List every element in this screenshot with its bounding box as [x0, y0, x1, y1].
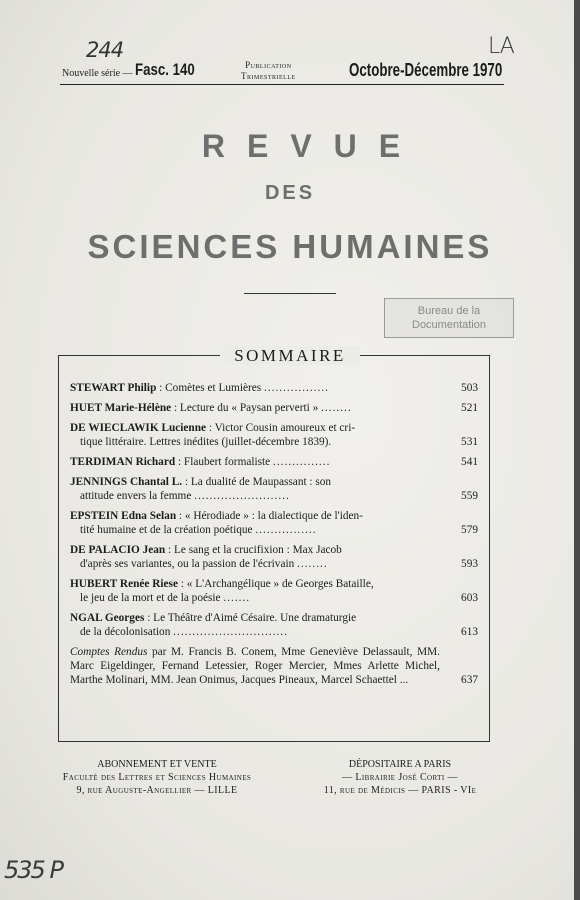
title-divider	[244, 293, 336, 294]
toc-leader: .........................	[194, 490, 290, 502]
toc-entry	[70, 577, 478, 605]
subscription-heading: ABONNEMENT ET VENTE	[97, 759, 217, 770]
toc-title-continuation: attitude envers la femme	[80, 490, 195, 502]
toc-leader: .......	[223, 592, 251, 604]
toc-page-number: 559	[461, 490, 478, 502]
toc-title-continuation: tité humaine et de la création poétique	[80, 524, 256, 536]
toc-page-number: 579	[461, 524, 478, 536]
table-of-contents	[70, 381, 478, 693]
handwritten-note-244: 244	[86, 38, 124, 62]
journal-title-line3: SCIENCES HUMAINES	[87, 228, 493, 265]
toc-leader: ..............................	[173, 626, 288, 638]
handwritten-shelf-mark: 535 P	[4, 856, 62, 884]
toc-author: STEWART Philip	[70, 382, 157, 394]
toc-author: HUBERT Renée Riese	[70, 578, 178, 590]
handwritten-note-la: LA	[488, 34, 514, 59]
depositary-heading: DÉPOSITAIRE A PARIS	[348, 759, 452, 770]
toc-entry	[70, 401, 478, 415]
subscription-faculty: Faculté des Lettres et Sciences Humaines	[62, 772, 252, 783]
depositary-address: 11, rue de Médicis — PARIS - VIe	[323, 785, 477, 796]
toc-leader: ........	[321, 402, 352, 414]
issue-header	[62, 60, 502, 86]
toc-page-number: 531	[461, 436, 478, 448]
toc-author: DE PALACIO Jean	[70, 544, 166, 556]
toc-title: : Le sang et la crucifixion : Max Jacob	[165, 544, 342, 556]
toc-author: NGAL Georges	[70, 612, 145, 624]
toc-leader: ...............	[273, 456, 331, 468]
series-label: Nouvelle série —	[62, 68, 133, 79]
toc-title: : Comètes et Lumières	[156, 382, 264, 394]
toc-entry	[70, 509, 478, 537]
toc-author: HUET Marie-Hélène	[70, 402, 172, 414]
toc-page-number: 503	[461, 382, 478, 394]
toc-author: EPSTEIN Edna Selan	[70, 510, 177, 522]
toc-page-number: 593	[461, 558, 478, 570]
toc-author: TERDIMAN Richard	[70, 456, 176, 468]
toc-title: : Le Théâtre d'Aimé Césaire. Une dramaturgie	[144, 612, 357, 624]
toc-entry-reviews	[70, 645, 478, 687]
toc-author: JENNINGS Chantal L.	[70, 476, 183, 488]
toc-title-continuation: de la décolonisation	[80, 626, 174, 638]
toc-entry	[70, 421, 478, 449]
fascicle-number: Fasc. 140	[135, 60, 195, 79]
reviews-contributors: par M. Francis B. Conem, Mme Geneviève Delassault, MM. Marc Eigeldinger, Fernand Letessier, Roger Mercier, Mmes Arlette Michel, Marthe Molinari, MM. Jean Onimus, Jacques Pineaux, Marcel Schaettel ...	[70, 646, 440, 686]
subscription-info	[46, 758, 268, 797]
toc-title-continuation: d'après ses variantes, ou la passion de l'écrivain	[80, 558, 298, 570]
toc-title: : « L'Archangélique » de Georges Bataille,	[177, 578, 374, 590]
toc-entry	[70, 543, 478, 571]
toc-author: DE WIECLAWIK Lucienne	[70, 422, 207, 434]
toc-page-number: 637	[461, 674, 478, 686]
header-divider	[60, 84, 504, 85]
toc-page-number: 541	[461, 456, 478, 468]
toc-title: : La dualité de Maupassant : son	[182, 476, 332, 488]
toc-title-continuation: tique littéraire. Lettres inédites (juillet-décembre 1839).	[80, 436, 332, 448]
toc-title: : « Hérodiade » : la dialectique de l'iden-	[176, 510, 363, 522]
toc-leader: ........	[297, 558, 328, 570]
sommaire-heading: SOMMAIRE	[0, 346, 580, 366]
toc-entry	[70, 475, 478, 503]
journal-title-line1: REVUE	[201, 128, 423, 164]
toc-title-continuation: le jeu de la mort et de la poésie	[80, 592, 224, 604]
toc-title: : Victor Cousin amoureux et cri-	[206, 422, 356, 434]
toc-page-number: 521	[461, 402, 478, 414]
toc-entry	[70, 381, 478, 395]
depositary-bookshop: — Librairie José Corti —	[342, 772, 458, 783]
toc-title: : Flaubert formaliste	[175, 456, 274, 468]
subscription-address: 9, rue Auguste-Angellier — LILLE	[76, 785, 238, 796]
library-stamp: Bureau de la Documentation	[384, 298, 514, 338]
issue-date: Octobre-Décembre 1970	[349, 60, 503, 80]
toc-page-number: 613	[461, 626, 478, 638]
publication-frequency: Publication Trimestrielle	[241, 60, 296, 81]
toc-entry	[70, 455, 478, 469]
toc-leader: .................	[263, 382, 329, 394]
reviews-label: Comptes Rendus	[70, 646, 148, 658]
toc-entry	[70, 611, 478, 639]
paris-depositary-info	[292, 758, 508, 797]
toc-title: : Lecture du « Paysan perverti »	[171, 402, 322, 414]
toc-page-number: 603	[461, 592, 478, 604]
toc-leader: ................	[255, 524, 317, 536]
journal-title-line2: DES	[264, 182, 316, 204]
